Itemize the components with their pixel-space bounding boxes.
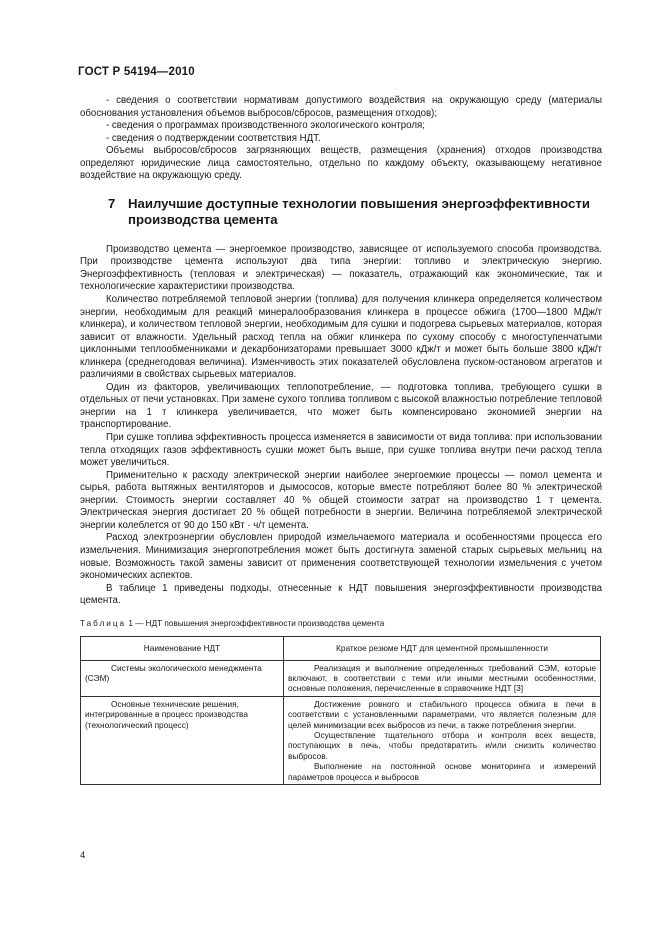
document-header: ГОСТ Р 54194—2010: [78, 66, 195, 78]
list-item: - сведения о программах производственного экологического контроля;: [106, 120, 425, 132]
paragraph: Производство цемента — энергоемкое производство, зависящее от используемого способа производства. При производстве цемента используют два типа энергии: топливо и электрическую энергию. Энергоэффективность (тепловая и электрическая) — показатель, отражающий как экономические, так и технологические характеристики производства.: [80, 243, 602, 293]
table-caption-text: 1 — НДТ повышения энергоэффективности производства цемента: [128, 618, 385, 628]
table-header-summary: Краткое резюме НДТ для цементной промышленности: [284, 637, 601, 660]
cell-text: Осуществление тщательного отбора и контроля всех веществ, поступающих в печь, чтобы предотвратить и/или снизить количество выбросов.: [288, 730, 596, 761]
paragraph: При сушке топлива эффективность процесса изменяется в зависимости от вида топлива: при использовании тепла отходящих газов эффективность сушки может быть выше, при сушке топлива внутри печи расход тепла может увеличиться.: [80, 432, 602, 469]
table-row: [81, 696, 601, 784]
cell-text: Основные технические решения, интегрированные в процесс производства (технологический процесс): [85, 698, 248, 730]
table-cell-summary: [284, 660, 601, 696]
table-cell-name: [81, 660, 284, 696]
cell-text: Реализация и выполнение определенных требований СЭМ, которые включают, в соответствии с теми или иными местными особенностями, основные положения, перечисленные в справочнике НДТ [3]: [288, 662, 596, 694]
table-cell-summary: [284, 696, 601, 784]
cell-text: Системы экологического менеджмента (СЭМ): [85, 662, 262, 684]
list-item: - сведения о подтверждении соответствия НДТ.: [106, 132, 321, 144]
paragraph: Объемы выбросов/сбросов загрязняющих веществ, размещения (хранения) отходов производства определяют юридические лица самостоятельно, отдельно по каждому объекту, оказывающему негативное воздействие на окружающую среду.: [80, 145, 602, 182]
ndt-table: [80, 636, 601, 785]
table-header-name: Наименование НДТ: [81, 637, 284, 660]
paragraph: В таблице 1 приведены подходы, отнесенные к НДТ повышения энергоэффективности производства цемента.: [80, 582, 602, 607]
cell-text: Выполнение на постоянной основе мониторинга и измерений параметров процесса и выбросов: [288, 761, 596, 782]
paragraph: Применительно к расходу электрической энергии наиболее энергоемкие процессы — помол цемента и сырья, работа вытяжных вентиляторов и дымососов, которые вместе потребляют более 80 % электрической энергии. Стоимость энергии составляет 40 % общей стоимости затрат на производство 1 т цемента. Электрическая энергия достигает 20 % общей потребности в энергии. Величина потребляемой электрической энергии колеблется от 90 до 150 кВт · ч/т цемента.: [80, 469, 602, 531]
paragraph: Расход электроэнергии обусловлен природой измельчаемого материала и особенностями процесса его измельчения. Минимизация энергопотребления может быть достигнута заменой старых сырьевых мельниц на новые. Возможность такой замены зависит от применения соответствующей технологии измельчения с учетом экономических аспектов.: [80, 532, 602, 582]
table-caption: [80, 618, 602, 631]
table-row: [81, 660, 601, 696]
table-caption-prefix: Таблица: [80, 618, 127, 628]
table-header-row: [81, 637, 601, 660]
paragraph: Количество потребляемой тепловой энергии (топлива) для получения клинкера определяется количеством энергии, необходимым для реакций минералообразования клинкера в процессе обжига (1700—1800 МДж/т клинкера), и количеством тепловой энергии, необходимым для сушки и подогрева сырьевых материалов, которая зависит от влажности. Удельный расход тепла на обжиг клинкера по сухому способу с многоступенчатыми циклонными теплообменниками и декарбонизаторами превышает 3000 кДж/т и может быть больше 3800 кДж/т клинкера (среднегодовая величина). Изменчивость этих показателей обусловлена пуском-остановом агрегатов и различиями в свойствах сырьевых материалов.: [80, 294, 602, 381]
paragraph: Один из факторов, увеличивающих теплопотребление, — подготовка топлива, требующего сушки в отдельных от печи установках. При замене сухого топлива топливом с высокой влажностью потребление тепловой энергии на 1 т клинкера увеличивается, что может быть компенсировано экономией энергии на транспортирование.: [80, 381, 602, 431]
section-title: Наилучшие доступные технологии повышения энергоэффективности производства цемента: [128, 195, 590, 227]
page-number: 4: [80, 850, 86, 861]
page-content: [80, 95, 602, 785]
cell-text: Достижение ровного и стабильного процесса обжига в печи в соответствии с установленными параметрами, что является полезным для целей минимизации всех выбросов из печи, а также потребления энергии.: [288, 698, 596, 730]
table-cell-name: [81, 696, 284, 784]
section-heading: [80, 196, 602, 228]
section-number: 7: [108, 195, 116, 211]
list-item: - сведения о соответствии нормативам допустимого воздействия на окружающую среду (материалы обоснования установления объемов выбросов/сбросов, размещения отходов);: [80, 95, 602, 119]
